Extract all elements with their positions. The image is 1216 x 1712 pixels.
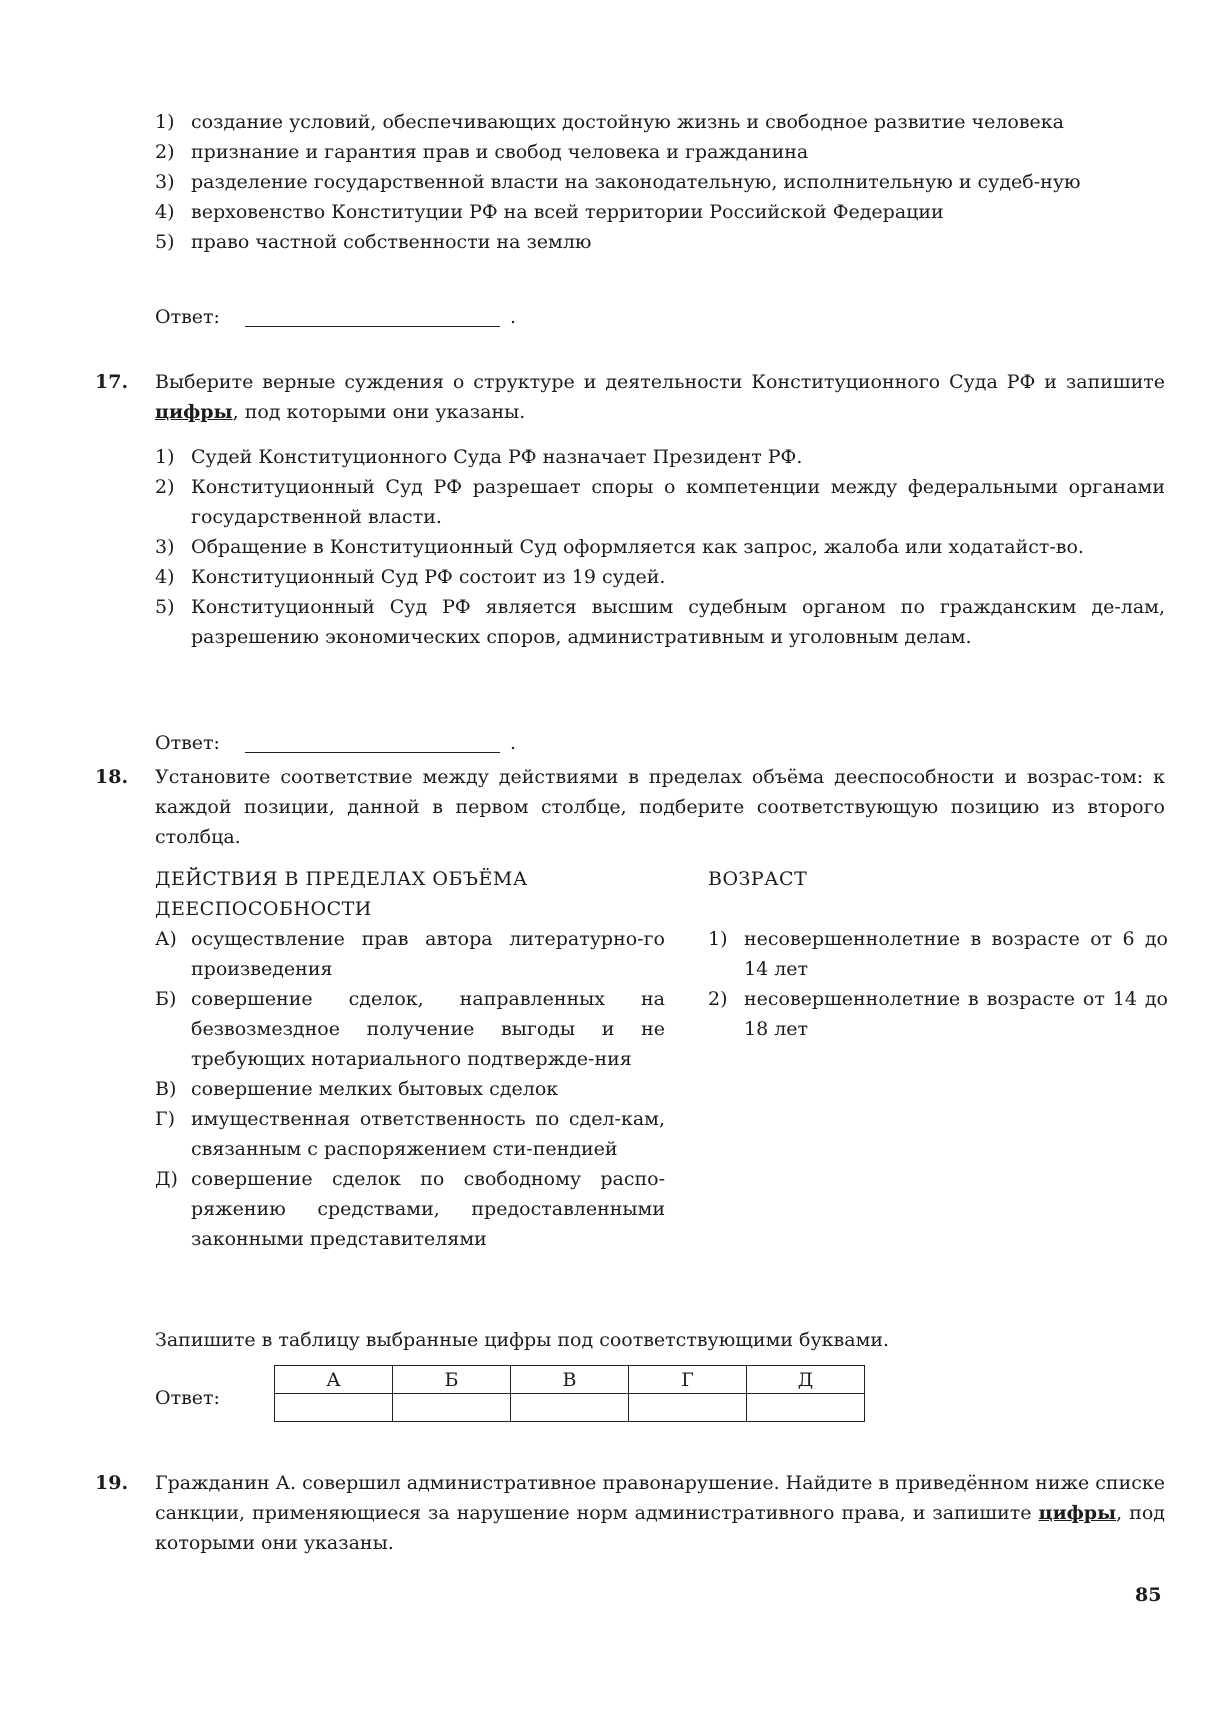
list-item: 1) создание условий, обеспечивающих достойную жизнь и свободное развитие человека [155,111,1064,133]
answer-table [274,1365,865,1422]
table-header-cell: Д [747,1366,865,1394]
answer-cell[interactable] [511,1394,629,1422]
answer-blank[interactable] [245,752,500,753]
task17-answer: Ответ: . [155,728,1165,758]
task-text: Установите соответствие между действиями в пределах объёма дееспособности и возрас-том: к каждой позиции, данной в первом столбце, подберите соответствующую позицию из второго столбца. [155,766,1165,848]
table-header-cell: В [511,1366,629,1394]
task16-answer: Ответ: . [155,302,1165,332]
task-17 [95,367,1165,427]
list-item: 3) разделение государственной власти на законодательную, исполнительную и судеб-ную [155,171,1081,193]
list-item: 4) Конституционный Суд РФ состоит из 19 судей. [155,566,666,588]
task-number: 19. [95,1472,129,1494]
list-item: 3) Обращение в Конституционный Суд оформляется как запрос, жалоба или ходатайст-во. [155,536,1084,558]
answer-label: Ответ: [155,1387,220,1409]
list-item: 4) верховенство Конституции РФ на всей территории Российской Федерации [155,201,944,223]
table-header-cell: Б [393,1366,511,1394]
list-item: 2) несовершеннолетние в возрасте от 14 до 18 лет [708,988,1168,1040]
answer-cell[interactable] [747,1394,865,1422]
table-instruction: Запишите в таблицу выбранные цифры под соответствующими буквами. [155,1329,890,1351]
list-item: Б) совершение сделок, направленных на безвозмездное получение выгоды и не требующих нотариального подтвержде-ния [155,988,665,1070]
list-item: Д) совершение сделок по свободному распо-ряжению средствами, предоставленными законными представителями [155,1168,665,1250]
task16-options [155,107,1165,257]
list-item: 2) Конституционный Суд РФ разрешает споры о компетенции между федеральными органами государственной власти. [155,476,1165,528]
list-item: А) осуществление прав автора литературно-го произведения [155,928,665,980]
list-item: 1) Судей Конституционного Суда РФ назначает Президент РФ. [155,446,803,468]
answer-label: Ответ: [155,306,220,328]
list-item: 1) несовершеннолетние в возрасте от 6 до 14 лет [708,928,1168,980]
answer-blank[interactable] [245,326,500,327]
page-number: 85 [1135,1584,1162,1606]
list-item: 5) право частной собственности на землю [155,231,592,253]
task-18 [95,762,1165,852]
task-19 [95,1468,1165,1558]
right-column [708,864,1168,1044]
left-column-heading: ДЕЙСТВИЯ В ПРЕДЕЛАХ ОБЪЁМА ДЕЕСПОСОБНОСТИ [155,868,528,920]
task-text: Выберите верные суждения о структуре и деятельности Конституционного Суда РФ и запишите цифры, под которыми они указаны. [155,371,1165,423]
list-item: Г) имущественная ответственность по сдел-кам, связанным с распоряжением сти-пендией [155,1108,665,1160]
answer-cell[interactable] [275,1394,393,1422]
list-item: 5) Конституционный Суд РФ является высшим судебным органом по гражданским де-лам, разрешению экономических споров, административным и уголовным делам. [155,596,1165,648]
table-header-cell: Г [629,1366,747,1394]
answer-cell[interactable] [629,1394,747,1422]
list-item: В) совершение мелких бытовых сделок [155,1078,559,1100]
task-text: Гражданин А. совершил административное правонарушение. Найдите в приведённом ниже списке санкции, применяющиеся за нарушение норм административного права, и запишите цифры, под которыми они указаны. [155,1472,1166,1554]
answer-label: Ответ: [155,732,220,754]
task17-options [155,442,1165,652]
table-header-cell: А [275,1366,393,1394]
left-column [155,864,665,1254]
list-item: 2) признание и гарантия прав и свобод человека и гражданина [155,141,809,163]
answer-cell[interactable] [393,1394,511,1422]
task-number: 17. [95,371,129,393]
task-number: 18. [95,766,129,788]
right-column-heading: ВОЗРАСТ [708,868,808,890]
